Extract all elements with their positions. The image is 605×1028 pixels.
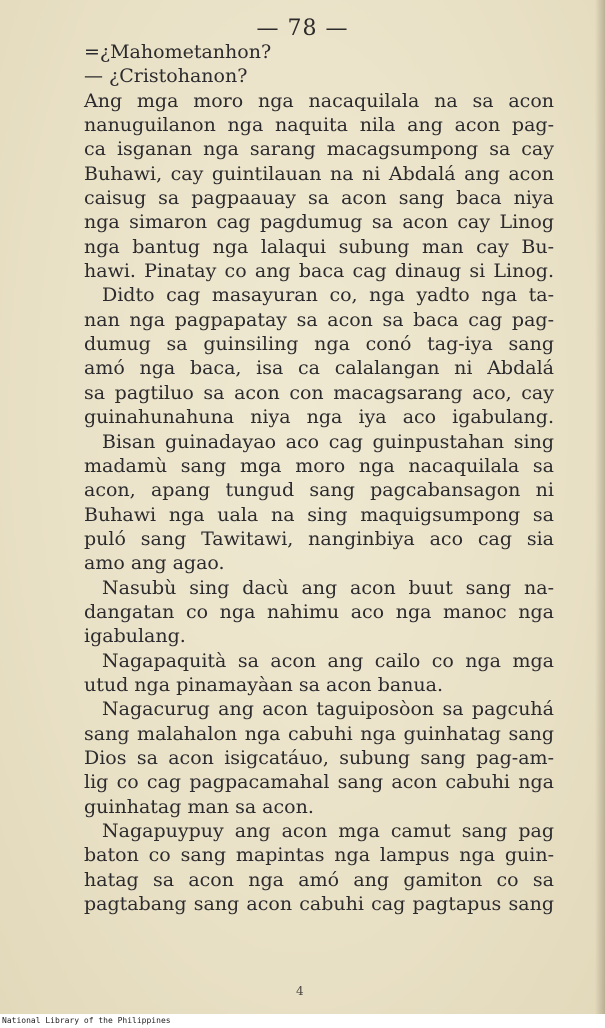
text-line: — ¿Cristohanon?	[84, 65, 248, 88]
text-line: Nagapuypuy ang acon mga camut sang pag	[102, 820, 554, 842]
text-line: hawi. Pinatay co ang baca cag dinaug si Linog.	[84, 260, 554, 283]
text-line: caisug sa pagpaauay sa acon sang baca niya	[84, 187, 554, 210]
text-line: igabulang.	[84, 625, 186, 648]
text-line: Nagacurug ang acon taguiposòon sa pagcuhá	[102, 698, 554, 721]
text-line: dangatan co nga nahimu aco nga manoc nga	[84, 600, 554, 623]
text-line: puló sang Tawitawi, nanginbiya aco cag sia	[84, 527, 554, 550]
text-line: guinhatag man sa acon.	[84, 795, 314, 818]
text-line: =¿Mahometanhon?	[84, 41, 272, 63]
text-line: nga bantug nga lalaqui subung man cay Bu-	[84, 235, 554, 258]
text-line: sa pagtiluo sa acon con macagsarang aco, cay	[84, 381, 554, 404]
text-line: Buhawi nga uala na sing maquigsumpong sa	[84, 503, 554, 526]
page-body	[84, 40, 554, 916]
text-line: Didto cag masayuran co, nga yadto nga ta-	[102, 284, 554, 307]
text-line: Buhawi, cay guintilauan na ni Abdalá ang acon	[84, 162, 554, 185]
text-line: ca isganan nga sarang macagsumpong sa cay	[84, 138, 554, 161]
text-line: nan nga pagpapatay sa acon sa baca cag pag-	[84, 308, 554, 331]
page-number: — 78 —	[256, 16, 349, 41]
text-line: Nagapaquità sa acon ang cailo co nga mga	[102, 649, 554, 672]
text-line: amó nga baca, isa ca calalangan ni Abdalá	[84, 357, 554, 380]
text-line: utud nga pinamayàan sa acon banua.	[84, 673, 444, 696]
text-line: Nasubù sing dacù ang acon buut sang na-	[102, 576, 554, 599]
text-line: Bisan guinadayao aco cag guinpustahan sing	[102, 430, 554, 453]
text-line: Ang mga moro nga nacaquilala na sa acon	[84, 89, 554, 112]
text-line: pagtabang sang acon cabuhi cag pagtapus sang	[84, 893, 554, 916]
signature-mark: 4	[296, 984, 304, 998]
text-line: dumug sa guinsiling nga conó tag-iya sang	[84, 333, 554, 356]
text-line: hatag sa acon nga amó ang gamiton co sa	[84, 868, 554, 891]
text-line: acon, apang tungud sang pagcabansagon ni	[84, 479, 554, 502]
text-line: madamù sang mga moro nga nacaquilala sa	[84, 454, 554, 477]
text-line: sang malahalon nga cabuhi nga guinhatag sang	[84, 722, 554, 745]
library-credit-footer: National Library of the Philippines	[0, 1014, 605, 1028]
text-line: baton co sang mapintas nga lampus nga guin-	[84, 844, 554, 867]
text-line: lig co cag pagpacamahal sang acon cabuhi nga	[84, 771, 554, 794]
text-line: nga simaron cag pagdumug sa acon cay Linog	[84, 211, 554, 234]
text-line: nanuguilanon nga naquita nila ang acon pag-	[84, 114, 554, 137]
text-line: amo ang agao.	[84, 552, 225, 575]
page-edge-shadow	[595, 0, 605, 1028]
text-line: guinahunahuna niya nga iya aco igabulang.	[84, 406, 554, 429]
text-line: Dios sa acon isigcatáuo, subung sang pag-am-	[84, 746, 554, 769]
